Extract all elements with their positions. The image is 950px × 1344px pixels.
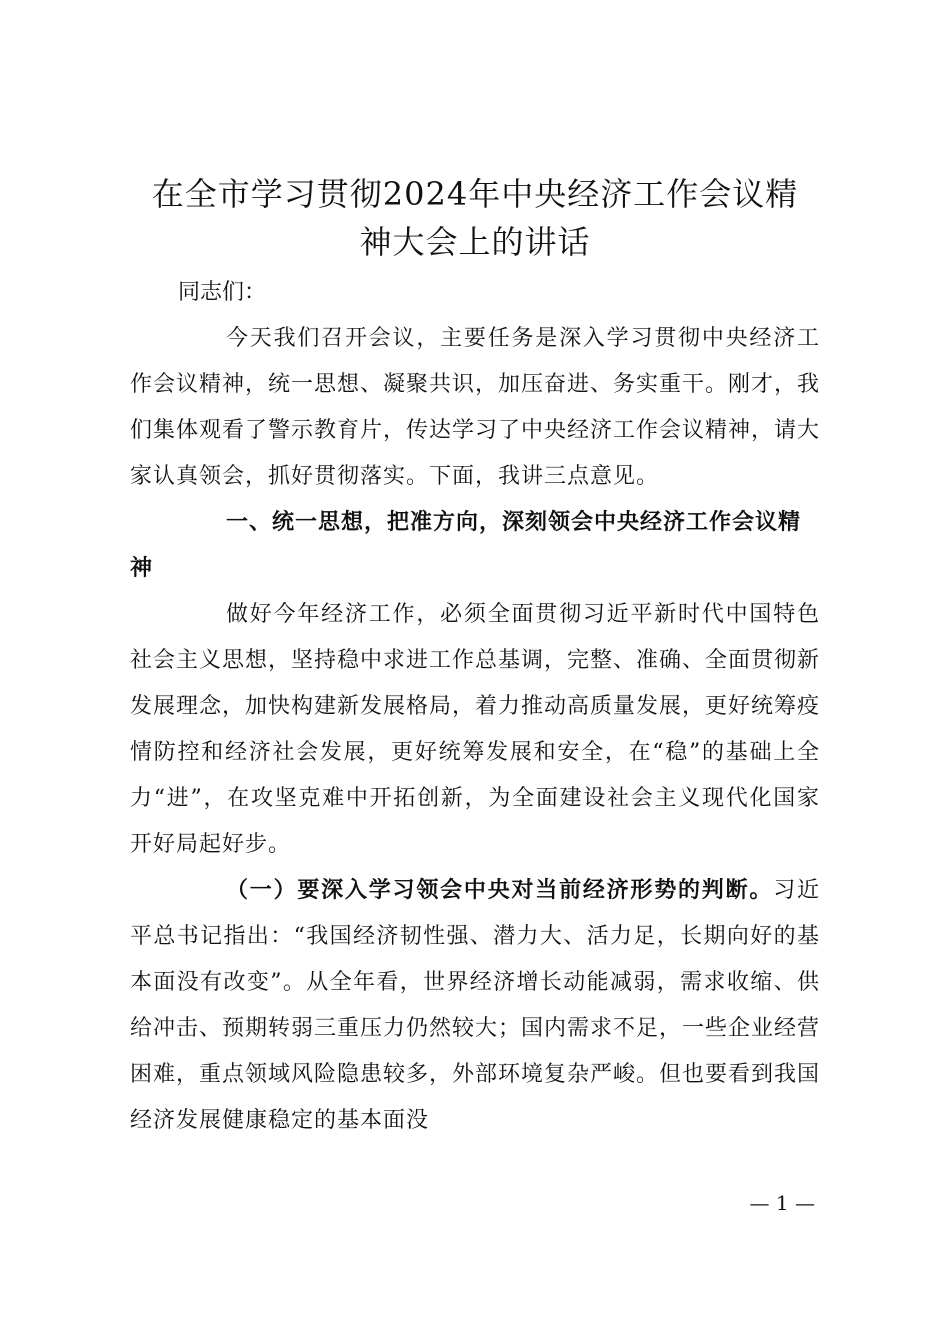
section-heading-1: 一、统一思想，把准方向，深刻领会中央经济工作会议精神 [130, 510, 802, 581]
paragraph-section-1: 做好今年经济工作，必须全面贯彻习近平新时代中国特色社会主义思想，坚持稳中求进工作总基调，完整、准确、全面贯彻新发展理念，加快构建新发展格局，着力推动高质量发展，更好统筹疫情防控和经济社会发展，更好统筹发展和安全，在“稳”的基础上全力“进”，在攻坚克难中开拓创新，为全面建设社会主义现代化国家开好局起好步。 [130, 602, 821, 857]
page-number: — 1 — [749, 1191, 815, 1215]
paragraph-subsection-1 [130, 868, 820, 1144]
paragraph-intro: 今天我们召开会议，主要任务是深入学习贯彻中央经济工作会议精神，统一思想、凝聚共识，加压奋进、务实重干。刚才，我们集体观看了警示教育片，传达学习了中央经济工作会议精神，请大家认真领会，抓好贯彻落实。下面，我讲三点意见。 [130, 326, 821, 489]
salutation: 同志们： [178, 280, 267, 305]
subheading-1: （一）要深入学习领会中央对当前经济形势的判断。 [226, 878, 774, 903]
document-title [120, 170, 830, 266]
document-body [130, 270, 820, 1144]
title-line-1: 在全市学习贯彻2024年中央经济工作会议精 [151, 175, 799, 213]
subsection-1-text: 习近平总书记指出：“我国经济韧性强、潜力大、活力足，长期向好的基本面没有改变”。从全年看，世界经济增长动能减弱，需求收缩、供给冲击、预期转弱三重压力仍然较大；国内需求不足，一些企业经营困难，重点领域风险隐患较多，外部环境复杂严峻。但也要看到我国经济发展健康稳定的基本面没 [130, 878, 821, 1133]
title-line-2: 神大会上的讲话 [359, 223, 591, 261]
